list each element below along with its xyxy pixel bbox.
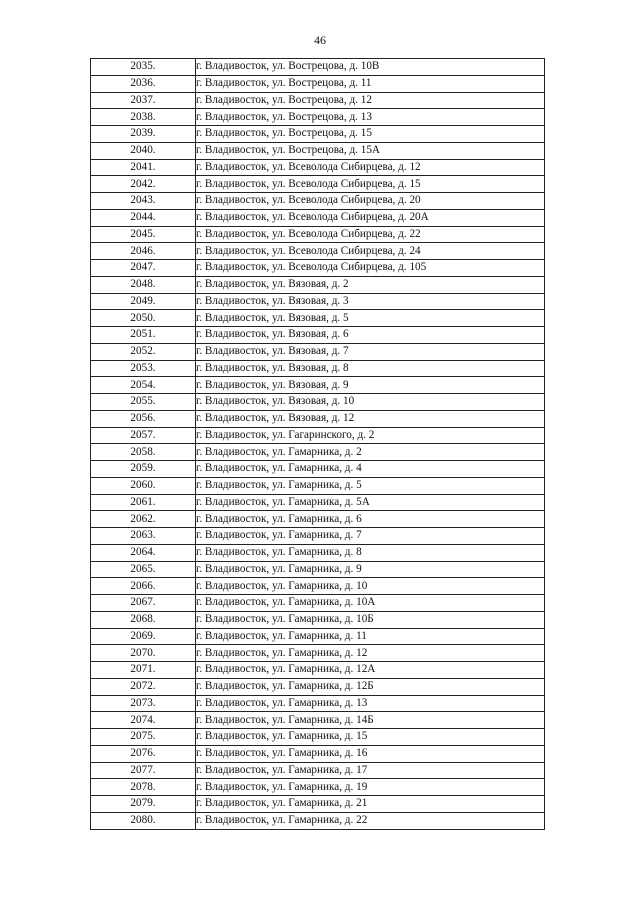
row-number: 2075. xyxy=(91,729,196,746)
row-address: г. Владивосток, ул. Гамарника, д. 13 xyxy=(196,695,545,712)
row-number: 2077. xyxy=(91,762,196,779)
row-number: 2061. xyxy=(91,494,196,511)
table-row xyxy=(91,561,545,578)
table-row xyxy=(91,92,545,109)
row-number: 2036. xyxy=(91,75,196,92)
row-number: 2048. xyxy=(91,276,196,293)
row-number: 2080. xyxy=(91,812,196,829)
table-row xyxy=(91,159,545,176)
row-number: 2035. xyxy=(91,59,196,76)
row-address: г. Владивосток, ул. Гамарника, д. 12А xyxy=(196,662,545,679)
row-number: 2039. xyxy=(91,126,196,143)
row-address: г. Владивосток, ул. Гамарника, д. 10Б xyxy=(196,611,545,628)
row-number: 2038. xyxy=(91,109,196,126)
row-address: г. Владивосток, ул. Вострецова, д. 15 xyxy=(196,126,545,143)
row-address: г. Владивосток, ул. Гамарника, д. 11 xyxy=(196,628,545,645)
row-number: 2070. xyxy=(91,645,196,662)
table-row xyxy=(91,628,545,645)
table-row xyxy=(91,494,545,511)
row-address: г. Владивосток, ул. Всеволода Сибирцева, д. 12 xyxy=(196,159,545,176)
row-address: г. Владивосток, ул. Гамарника, д. 2 xyxy=(196,444,545,461)
table-row xyxy=(91,729,545,746)
row-address: г. Владивосток, ул. Вязовая, д. 10 xyxy=(196,394,545,411)
row-address: г. Владивосток, ул. Всеволода Сибирцева, д. 24 xyxy=(196,243,545,260)
table-row xyxy=(91,796,545,813)
row-number: 2063. xyxy=(91,528,196,545)
table-row xyxy=(91,193,545,210)
row-address: г. Владивосток, ул. Гамарника, д. 17 xyxy=(196,762,545,779)
row-number: 2076. xyxy=(91,745,196,762)
table-row xyxy=(91,645,545,662)
row-address: г. Владивосток, ул. Вязовая, д. 6 xyxy=(196,327,545,344)
row-number: 2042. xyxy=(91,176,196,193)
row-number: 2041. xyxy=(91,159,196,176)
row-address: г. Владивосток, ул. Вязовая, д. 12 xyxy=(196,410,545,427)
table-row xyxy=(91,544,545,561)
table-row xyxy=(91,812,545,829)
row-address: г. Владивосток, ул. Вязовая, д. 3 xyxy=(196,293,545,310)
row-address: г. Владивосток, ул. Всеволода Сибирцева, д. 20А xyxy=(196,209,545,226)
table-row xyxy=(91,678,545,695)
row-address: г. Владивосток, ул. Гамарника, д. 12 xyxy=(196,645,545,662)
row-number: 2073. xyxy=(91,695,196,712)
table-row xyxy=(91,243,545,260)
row-address: г. Владивосток, ул. Гамарника, д. 5 xyxy=(196,477,545,494)
table-row xyxy=(91,779,545,796)
table-row xyxy=(91,511,545,528)
row-number: 2078. xyxy=(91,779,196,796)
row-number: 2055. xyxy=(91,394,196,411)
row-number: 2069. xyxy=(91,628,196,645)
row-number: 2072. xyxy=(91,678,196,695)
page-number: 46 xyxy=(314,33,326,47)
table-row xyxy=(91,293,545,310)
row-address: г. Владивосток, ул. Гамарника, д. 8 xyxy=(196,544,545,561)
row-address: г. Владивосток, ул. Гамарника, д. 15 xyxy=(196,729,545,746)
table-row xyxy=(91,394,545,411)
table-row xyxy=(91,528,545,545)
row-address: г. Владивосток, ул. Всеволода Сибирцева, д. 20 xyxy=(196,193,545,210)
table-row xyxy=(91,444,545,461)
table-row xyxy=(91,477,545,494)
row-number: 2066. xyxy=(91,578,196,595)
table-row xyxy=(91,260,545,277)
row-number: 2058. xyxy=(91,444,196,461)
row-number: 2065. xyxy=(91,561,196,578)
row-number: 2037. xyxy=(91,92,196,109)
row-address: г. Владивосток, ул. Гамарника, д. 5А xyxy=(196,494,545,511)
table-row xyxy=(91,712,545,729)
table-row xyxy=(91,109,545,126)
table-row xyxy=(91,226,545,243)
row-number: 2060. xyxy=(91,477,196,494)
row-number: 2056. xyxy=(91,410,196,427)
table-row xyxy=(91,59,545,76)
row-number: 2051. xyxy=(91,327,196,344)
table-row xyxy=(91,427,545,444)
row-address: г. Владивосток, ул. Гамарника, д. 9 xyxy=(196,561,545,578)
row-number: 2045. xyxy=(91,226,196,243)
row-number: 2074. xyxy=(91,712,196,729)
row-number: 2062. xyxy=(91,511,196,528)
row-number: 2071. xyxy=(91,662,196,679)
table-row xyxy=(91,595,545,612)
row-address: г. Владивосток, ул. Гамарника, д. 12Б xyxy=(196,678,545,695)
table-row xyxy=(91,762,545,779)
row-number: 2052. xyxy=(91,343,196,360)
row-number: 2057. xyxy=(91,427,196,444)
row-number: 2049. xyxy=(91,293,196,310)
row-address: г. Владивосток, ул. Всеволода Сибирцева, д. 15 xyxy=(196,176,545,193)
row-address: г. Владивосток, ул. Гамарника, д. 10 xyxy=(196,578,545,595)
row-number: 2046. xyxy=(91,243,196,260)
row-address: г. Владивосток, ул. Гамарника, д. 4 xyxy=(196,461,545,478)
table-row xyxy=(91,410,545,427)
row-address: г. Владивосток, ул. Всеволода Сибирцева, д. 22 xyxy=(196,226,545,243)
table-row xyxy=(91,142,545,159)
address-table xyxy=(90,58,545,830)
row-number: 2079. xyxy=(91,796,196,813)
row-address: г. Владивосток, ул. Вострецова, д. 13 xyxy=(196,109,545,126)
row-number: 2043. xyxy=(91,193,196,210)
table-row xyxy=(91,461,545,478)
row-address: г. Владивосток, ул. Гамарника, д. 22 xyxy=(196,812,545,829)
row-address: г. Владивосток, ул. Вязовая, д. 8 xyxy=(196,360,545,377)
table-row xyxy=(91,126,545,143)
row-address: г. Владивосток, ул. Вязовая, д. 7 xyxy=(196,343,545,360)
row-address: г. Владивосток, ул. Гамарника, д. 7 xyxy=(196,528,545,545)
table-row xyxy=(91,343,545,360)
row-address: г. Владивосток, ул. Гагаринского, д. 2 xyxy=(196,427,545,444)
row-address: г. Владивосток, ул. Гамарника, д. 14Б xyxy=(196,712,545,729)
table-row xyxy=(91,276,545,293)
table-row xyxy=(91,209,545,226)
row-number: 2054. xyxy=(91,377,196,394)
table-row xyxy=(91,578,545,595)
row-address: г. Владивосток, ул. Вязовая, д. 2 xyxy=(196,276,545,293)
row-number: 2068. xyxy=(91,611,196,628)
address-table-body xyxy=(91,59,545,830)
row-number: 2040. xyxy=(91,142,196,159)
row-number: 2064. xyxy=(91,544,196,561)
table-row xyxy=(91,695,545,712)
table-row xyxy=(91,360,545,377)
row-number: 2047. xyxy=(91,260,196,277)
row-address: г. Владивосток, ул. Вострецова, д. 11 xyxy=(196,75,545,92)
row-address: г. Владивосток, ул. Вострецова, д. 10В xyxy=(196,59,545,76)
table-row xyxy=(91,377,545,394)
table-row xyxy=(91,327,545,344)
row-number: 2044. xyxy=(91,209,196,226)
table-row xyxy=(91,662,545,679)
row-address: г. Владивосток, ул. Вострецова, д. 12 xyxy=(196,92,545,109)
table-row xyxy=(91,310,545,327)
row-address: г. Владивосток, ул. Вострецова, д. 15А xyxy=(196,142,545,159)
row-number: 2059. xyxy=(91,461,196,478)
row-address: г. Владивосток, ул. Вязовая, д. 9 xyxy=(196,377,545,394)
row-number: 2053. xyxy=(91,360,196,377)
table-row xyxy=(91,745,545,762)
row-address: г. Владивосток, ул. Гамарника, д. 10А xyxy=(196,595,545,612)
row-number: 2050. xyxy=(91,310,196,327)
row-address: г. Владивосток, ул. Гамарника, д. 19 xyxy=(196,779,545,796)
row-address: г. Владивосток, ул. Гамарника, д. 6 xyxy=(196,511,545,528)
row-address: г. Владивосток, ул. Всеволода Сибирцева, д. 105 xyxy=(196,260,545,277)
row-address: г. Владивосток, ул. Гамарника, д. 21 xyxy=(196,796,545,813)
row-number: 2067. xyxy=(91,595,196,612)
row-address: г. Владивосток, ул. Гамарника, д. 16 xyxy=(196,745,545,762)
table-row xyxy=(91,75,545,92)
table-row xyxy=(91,176,545,193)
table-row xyxy=(91,611,545,628)
row-address: г. Владивосток, ул. Вязовая, д. 5 xyxy=(196,310,545,327)
